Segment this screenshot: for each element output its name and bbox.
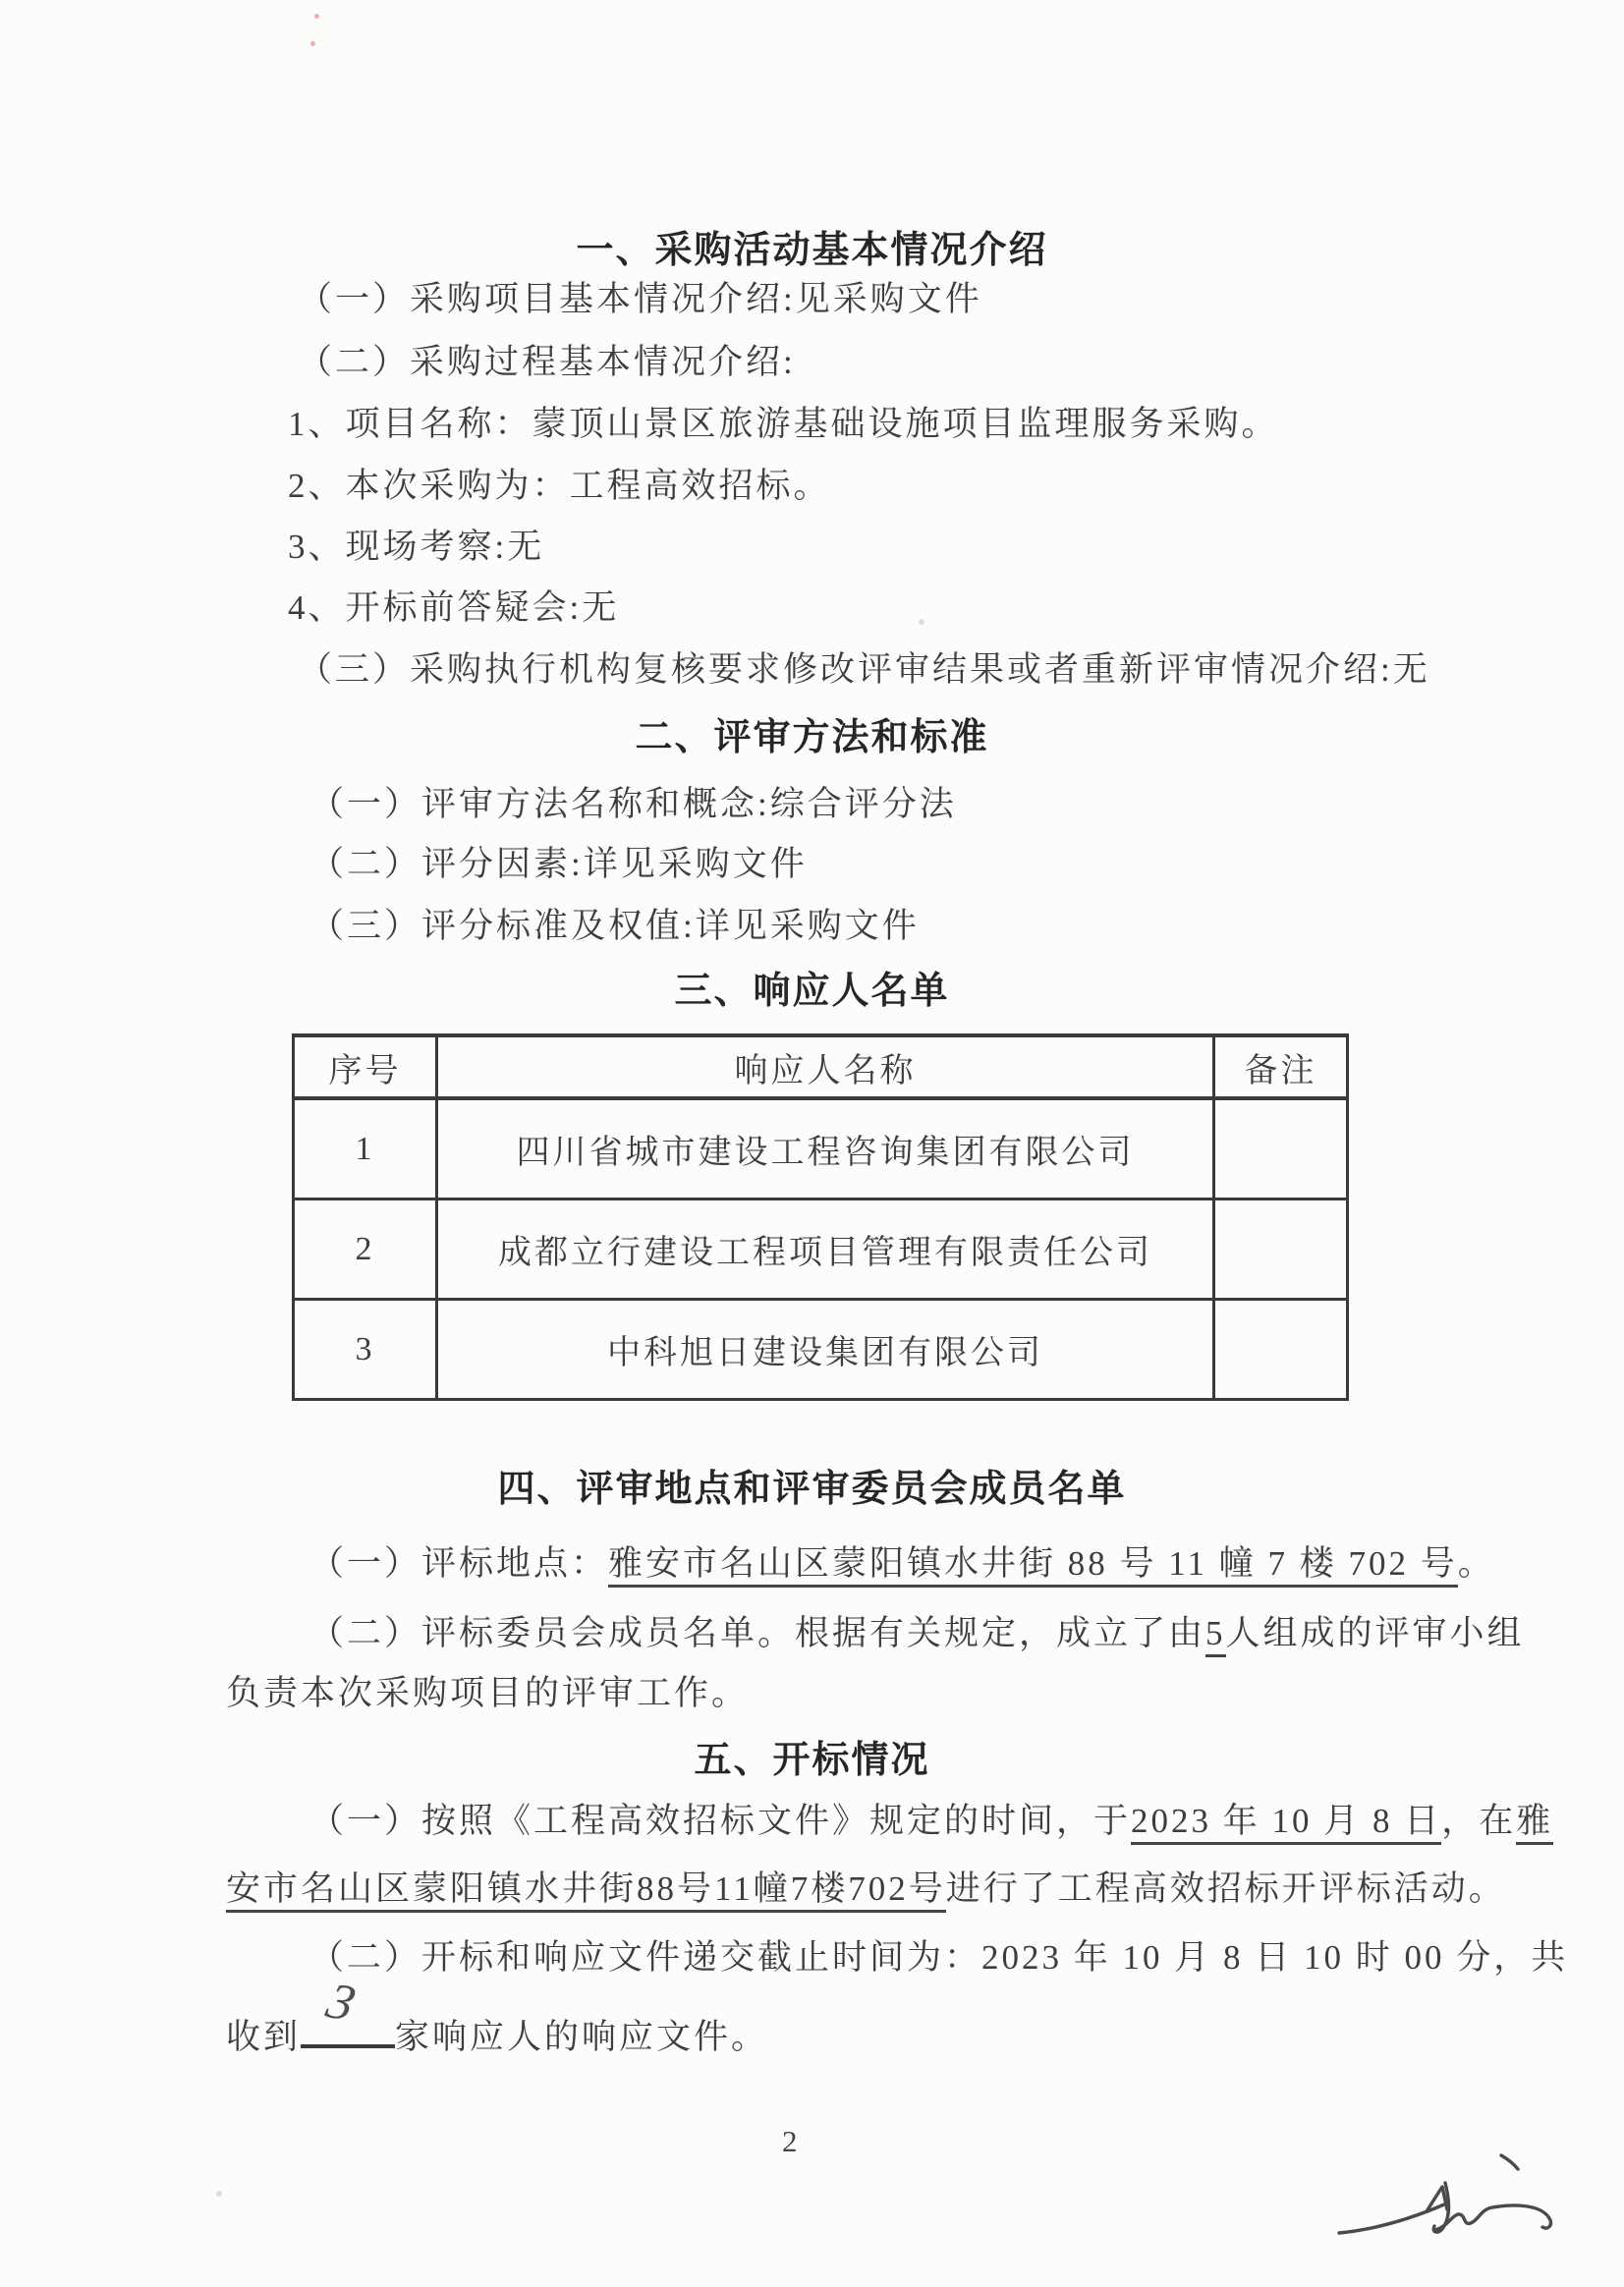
column-header-name: 响应人名称 [437,1035,1214,1098]
table-header-row [294,1035,1348,1098]
para-project-basic-info: （一）采购项目基本情况介绍:见采购文件 [298,280,982,318]
para-scoring-factors: （二）评分因素:详见采购文件 [309,845,808,883]
scan-speck [314,14,319,19]
cell-respondent-name: 中科旭日建设集团有限公司 [437,1300,1214,1400]
bid-opening-text-mid: ，在 [1441,1802,1517,1840]
page-number: 2 [782,2124,798,2158]
signature-mark [1307,2122,1582,2259]
handwritten-count-blank [301,1973,395,2048]
cell-note [1214,1098,1348,1199]
para-bid-opening-line2 [226,1868,1506,1911]
bid-opening-activity-text: 进行了工程高效招标开评标活动。 [945,1869,1506,1908]
section-heading-evaluation-method: 二、评审方法和标准 [635,717,989,758]
bid-opening-address-underlined: 安市名山区蒙阳镇水井街88号11幢7楼702号 [226,1869,946,1913]
table-row [294,1300,1348,1400]
cell-respondent-name: 成都立行建设工程项目管理有限责任公司 [437,1199,1214,1300]
section-heading-procurement-overview: 一、采购活动基本情况介绍 [576,230,1048,271]
bid-opening-address-start-underlined: 雅 [1516,1802,1553,1845]
received-suffix: 家响应人的响应文件。 [395,2018,769,2056]
scan-speck [310,41,315,46]
para-scoring-standard: （三）评分标准及权值:详见采购文件 [309,907,920,945]
para-committee-members-line1 [309,1612,1525,1655]
sentence-period: 。 [1457,1544,1495,1583]
para-deadline-line1: （二）开标和响应文件递交截止时间为：2023 年 10 月 8 日 10 时 00 分，共 [309,1938,1569,1977]
respondents-table [292,1033,1349,1401]
scan-speck [216,2191,222,2197]
para-pre-bid-meeting: 4、开标前答疑会:无 [288,588,620,627]
cell-row-no: 1 [294,1098,437,1199]
scan-speck [919,619,924,625]
cell-note [1214,1300,1348,1400]
committee-count-underlined: 5 [1205,1614,1226,1657]
handwritten-three: 3 [320,1973,362,2033]
table-row [294,1199,1348,1300]
section-heading-evaluation-location: 四、评审地点和评审委员会成员名单 [497,1469,1127,1510]
para-procurement-type: 2、本次采购为：工程高效招标。 [288,467,831,505]
para-committee-members-line2: 负责本次采购项目的评审工作。 [226,1674,750,1712]
cell-note [1214,1199,1348,1300]
table-row [294,1098,1348,1199]
para-deadline-line2 [226,1973,769,2059]
para-site-visit: 3、现场考察:无 [288,528,545,566]
column-header-note: 备注 [1214,1035,1348,1098]
bid-opening-text: （一）按照《工程高效招标文件》规定的时间，于 [309,1802,1132,1840]
evaluation-location-address-underlined: 雅安市名山区蒙阳镇水井街 88 号 11 幢 7 楼 702 号 [608,1544,1458,1588]
evaluation-location-label: （一）评标地点： [309,1544,609,1583]
cell-respondent-name: 四川省城市建设工程咨询集团有限公司 [437,1098,1214,1199]
bid-opening-date-underlined: 2023 年 10 月 8 日 [1131,1802,1441,1845]
committee-members-text-cont: 人组成的评审小组 [1225,1614,1525,1652]
para-review-modification: （三）采购执行机构复核要求修改评审结果或者重新评审情况介绍:无 [298,650,1430,689]
cell-row-no: 3 [294,1300,437,1400]
para-project-name: 1、项目名称：蒙顶山景区旅游基础设施项目监理服务采购。 [288,405,1279,443]
received-label: 收到 [226,2018,302,2056]
column-header-no: 序号 [294,1035,437,1098]
committee-members-text: （二）评标委员会成员名单。根据有关规定，成立了由 [309,1614,1206,1652]
para-process-basic-info: （二）采购过程基本情况介绍: [298,343,796,381]
para-bid-opening-line1 [309,1800,1553,1843]
section-heading-bid-opening: 五、开标情况 [694,1740,930,1781]
cell-row-no: 2 [294,1199,437,1300]
para-method-name: （一）评审方法名称和概念:综合评分法 [309,785,957,823]
section-heading-respondent-list: 三、响应人名单 [674,971,950,1012]
para-evaluation-location [309,1542,1495,1586]
